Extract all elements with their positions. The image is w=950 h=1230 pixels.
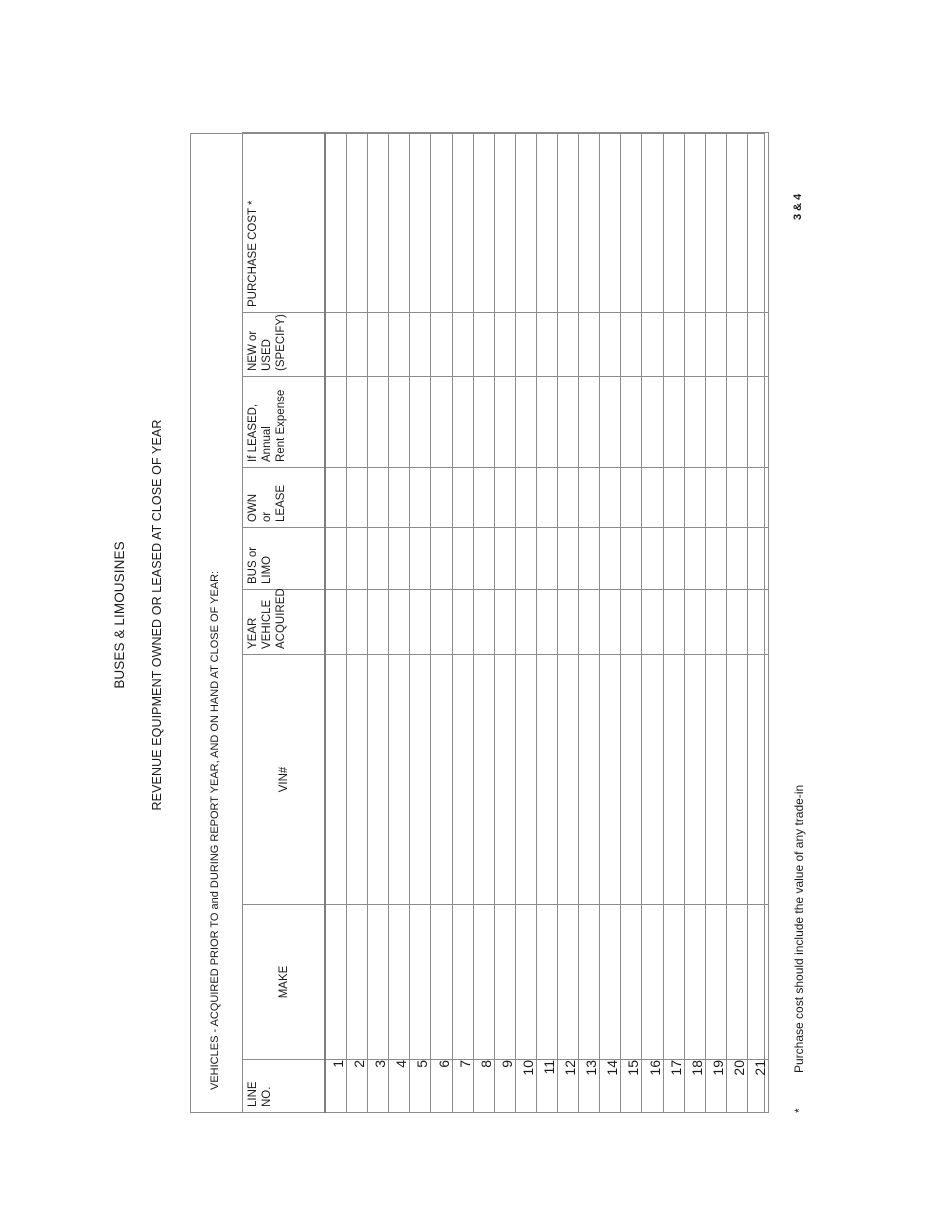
cell-annual-rent[interactable] <box>325 377 347 468</box>
cell-vin[interactable] <box>410 655 431 905</box>
cell-year-acquired[interactable] <box>663 590 684 655</box>
col-header-bus-or-limo <box>243 528 326 590</box>
cell-bus-or-limo[interactable] <box>621 528 642 590</box>
cell-year-acquired[interactable] <box>431 590 452 655</box>
cell-new-or-used[interactable] <box>642 313 663 377</box>
cell-annual-rent[interactable] <box>558 377 579 468</box>
header-text: If LEASED, <box>247 403 259 462</box>
table-row <box>663 133 684 1113</box>
cell-make[interactable] <box>515 905 536 1060</box>
cell-year-acquired[interactable] <box>452 590 473 655</box>
cell-purchase-cost[interactable] <box>368 133 389 313</box>
cell-bus-or-limo[interactable] <box>325 528 347 590</box>
line-number-cell: 5 <box>410 1060 431 1113</box>
cell-annual-rent[interactable] <box>621 377 642 468</box>
cell-year-acquired[interactable] <box>536 590 557 655</box>
cell-purchase-cost[interactable] <box>325 133 347 313</box>
cell-vin[interactable] <box>452 655 473 905</box>
line-number-cell: 16 <box>642 1060 663 1113</box>
cell-vin[interactable] <box>368 655 389 905</box>
cell-make[interactable] <box>747 905 768 1060</box>
cell-annual-rent[interactable] <box>368 377 389 468</box>
line-number-cell: 18 <box>684 1060 705 1113</box>
cell-annual-rent[interactable] <box>389 377 410 468</box>
cell-make[interactable] <box>452 905 473 1060</box>
table-row <box>389 133 410 1113</box>
line-number-cell: 10 <box>515 1060 536 1113</box>
cell-own-or-lease[interactable] <box>325 468 347 528</box>
cell-purchase-cost[interactable] <box>705 133 726 313</box>
cell-own-or-lease[interactable] <box>347 468 368 528</box>
line-number-cell: 7 <box>452 1060 473 1113</box>
cell-new-or-used[interactable] <box>410 313 431 377</box>
cell-make[interactable] <box>536 905 557 1060</box>
header-text: LINE <box>247 1081 259 1107</box>
cell-new-or-used[interactable] <box>325 313 347 377</box>
cell-new-or-used[interactable] <box>705 313 726 377</box>
header-text: LIMO <box>261 555 273 584</box>
cell-make[interactable] <box>600 905 621 1060</box>
header-text: VEHICLE <box>261 599 273 649</box>
cell-purchase-cost[interactable] <box>389 133 410 313</box>
cell-bus-or-limo[interactable] <box>600 528 621 590</box>
cell-purchase-cost[interactable] <box>452 133 473 313</box>
cell-year-acquired[interactable] <box>347 590 368 655</box>
cell-purchase-cost[interactable] <box>515 133 536 313</box>
cell-annual-rent[interactable] <box>347 377 368 468</box>
cell-bus-or-limo[interactable] <box>684 528 705 590</box>
cell-vin[interactable] <box>747 655 768 905</box>
cell-vin[interactable] <box>431 655 452 905</box>
header-text: YEAR <box>247 617 259 649</box>
cell-own-or-lease[interactable] <box>747 468 768 528</box>
cell-purchase-cost[interactable] <box>663 133 684 313</box>
col-header-line-no <box>243 1060 326 1113</box>
cell-make[interactable] <box>473 905 494 1060</box>
form-title: BUSES & LIMOUSINES <box>112 541 127 689</box>
cell-new-or-used[interactable] <box>347 313 368 377</box>
cell-year-acquired[interactable] <box>600 590 621 655</box>
line-number-cell: 14 <box>600 1060 621 1113</box>
footnote-text: Purchase cost should include the value of any trade-in <box>792 784 806 1073</box>
header-text: MAKE <box>277 965 290 999</box>
cell-own-or-lease[interactable] <box>621 468 642 528</box>
table-row <box>579 133 600 1113</box>
cell-year-acquired[interactable] <box>705 590 726 655</box>
header-text: PURCHASE COST * <box>247 200 259 307</box>
cell-new-or-used[interactable] <box>389 313 410 377</box>
table-row <box>431 133 452 1113</box>
cell-bus-or-limo[interactable] <box>726 528 747 590</box>
cell-bus-or-limo[interactable] <box>747 528 768 590</box>
line-number-cell: 20 <box>726 1060 747 1113</box>
cell-new-or-used[interactable] <box>663 313 684 377</box>
cell-bus-or-limo[interactable] <box>536 528 557 590</box>
cell-purchase-cost[interactable] <box>621 133 642 313</box>
cell-new-or-used[interactable] <box>558 313 579 377</box>
cell-make[interactable] <box>663 905 684 1060</box>
cell-purchase-cost[interactable] <box>473 133 494 313</box>
cell-new-or-used[interactable] <box>747 313 768 377</box>
cell-vin[interactable] <box>347 655 368 905</box>
cell-new-or-used[interactable] <box>431 313 452 377</box>
header-text: OWN <box>247 493 259 522</box>
cell-annual-rent[interactable] <box>642 377 663 468</box>
cell-vin[interactable] <box>473 655 494 905</box>
table-row <box>642 133 663 1113</box>
cell-bus-or-limo[interactable] <box>663 528 684 590</box>
table-row <box>684 133 705 1113</box>
cell-new-or-used[interactable] <box>726 313 747 377</box>
cell-year-acquired[interactable] <box>579 590 600 655</box>
cell-vin[interactable] <box>600 655 621 905</box>
col-header-purchase-cost <box>243 133 326 313</box>
line-number-cell: 19 <box>705 1060 726 1113</box>
cell-purchase-cost[interactable] <box>536 133 557 313</box>
cell-vin[interactable] <box>726 655 747 905</box>
table-row <box>452 133 473 1113</box>
cell-bus-or-limo[interactable] <box>558 528 579 590</box>
cell-purchase-cost[interactable] <box>347 133 368 313</box>
cell-annual-rent[interactable] <box>515 377 536 468</box>
cell-year-acquired[interactable] <box>494 590 515 655</box>
line-number-cell: 2 <box>347 1060 368 1113</box>
line-number-cell: 4 <box>389 1060 410 1113</box>
cell-new-or-used[interactable] <box>600 313 621 377</box>
table-row <box>600 133 621 1113</box>
cell-vin[interactable] <box>705 655 726 905</box>
table-row <box>494 133 515 1113</box>
cell-bus-or-limo[interactable] <box>642 528 663 590</box>
header-text: or <box>261 511 273 522</box>
cell-bus-or-limo[interactable] <box>368 528 389 590</box>
cell-new-or-used[interactable] <box>452 313 473 377</box>
cell-bus-or-limo[interactable] <box>410 528 431 590</box>
table-row <box>621 133 642 1113</box>
cell-new-or-used[interactable] <box>579 313 600 377</box>
cell-bus-or-limo[interactable] <box>347 528 368 590</box>
cell-annual-rent[interactable] <box>579 377 600 468</box>
table-header-row <box>243 133 326 1113</box>
cell-annual-rent[interactable] <box>663 377 684 468</box>
header-text: NO. <box>261 1086 273 1107</box>
cell-bus-or-limo[interactable] <box>705 528 726 590</box>
table-row <box>558 133 579 1113</box>
line-number-cell: 9 <box>494 1060 515 1113</box>
cell-own-or-lease[interactable] <box>663 468 684 528</box>
table-row <box>726 133 747 1113</box>
table-row <box>515 133 536 1113</box>
cell-year-acquired[interactable] <box>558 590 579 655</box>
col-header-make <box>243 905 326 1060</box>
table-row <box>747 133 768 1113</box>
cell-bus-or-limo[interactable] <box>452 528 473 590</box>
cell-annual-rent[interactable] <box>452 377 473 468</box>
cell-make[interactable] <box>431 905 452 1060</box>
cell-make[interactable] <box>579 905 600 1060</box>
header-text: BUS or <box>247 546 259 584</box>
cell-new-or-used[interactable] <box>368 313 389 377</box>
cell-bus-or-limo[interactable] <box>431 528 452 590</box>
cell-own-or-lease[interactable] <box>558 468 579 528</box>
cell-own-or-lease[interactable] <box>705 468 726 528</box>
line-number-cell: 21 <box>747 1060 768 1113</box>
cell-purchase-cost[interactable] <box>747 133 768 313</box>
cell-annual-rent[interactable] <box>747 377 768 468</box>
header-text: Rent Expense <box>275 389 287 462</box>
page-number: 3 & 4 <box>792 193 804 220</box>
cell-vin[interactable] <box>558 655 579 905</box>
cell-annual-rent[interactable] <box>705 377 726 468</box>
cell-year-acquired[interactable] <box>621 590 642 655</box>
cell-vin[interactable] <box>684 655 705 905</box>
cell-vin[interactable] <box>494 655 515 905</box>
vehicle-table <box>242 132 769 1113</box>
cell-vin[interactable] <box>325 655 347 905</box>
col-header-year-acquired <box>243 590 326 655</box>
header-text: (SPECIFY) <box>275 314 287 371</box>
cell-annual-rent[interactable] <box>473 377 494 468</box>
table-row <box>705 133 726 1113</box>
cell-year-acquired[interactable] <box>325 590 347 655</box>
cell-purchase-cost[interactable] <box>726 133 747 313</box>
cell-own-or-lease[interactable] <box>389 468 410 528</box>
cell-year-acquired[interactable] <box>473 590 494 655</box>
line-number-cell: 12 <box>558 1060 579 1113</box>
cell-bus-or-limo[interactable] <box>473 528 494 590</box>
cell-purchase-cost[interactable] <box>600 133 621 313</box>
header-text: Annual <box>261 426 273 462</box>
line-number-cell: 8 <box>473 1060 494 1113</box>
cell-vin[interactable] <box>621 655 642 905</box>
cell-year-acquired[interactable] <box>642 590 663 655</box>
cell-purchase-cost[interactable] <box>410 133 431 313</box>
col-header-annual-rent <box>243 377 326 468</box>
cell-make[interactable] <box>684 905 705 1060</box>
cell-vin[interactable] <box>515 655 536 905</box>
form-subtitle: REVENUE EQUIPMENT OWNED OR LEASED AT CLOSE OF YEAR <box>150 419 164 811</box>
cell-purchase-cost[interactable] <box>642 133 663 313</box>
cell-new-or-used[interactable] <box>515 313 536 377</box>
cell-bus-or-limo[interactable] <box>579 528 600 590</box>
cell-new-or-used[interactable] <box>536 313 557 377</box>
cell-year-acquired[interactable] <box>368 590 389 655</box>
cell-make[interactable] <box>389 905 410 1060</box>
cell-year-acquired[interactable] <box>684 590 705 655</box>
cell-make[interactable] <box>325 905 347 1060</box>
cell-bus-or-limo[interactable] <box>494 528 515 590</box>
cell-annual-rent[interactable] <box>600 377 621 468</box>
header-text: USED <box>261 339 273 371</box>
cell-annual-rent[interactable] <box>726 377 747 468</box>
line-number-cell: 1 <box>325 1060 347 1113</box>
table-row <box>473 133 494 1113</box>
cell-make[interactable] <box>642 905 663 1060</box>
cell-make[interactable] <box>558 905 579 1060</box>
cell-year-acquired[interactable] <box>726 590 747 655</box>
cell-new-or-used[interactable] <box>621 313 642 377</box>
cell-make[interactable] <box>705 905 726 1060</box>
cell-own-or-lease[interactable] <box>726 468 747 528</box>
cell-own-or-lease[interactable] <box>368 468 389 528</box>
cell-year-acquired[interactable] <box>515 590 536 655</box>
cell-purchase-cost[interactable] <box>494 133 515 313</box>
cell-purchase-cost[interactable] <box>684 133 705 313</box>
cell-year-acquired[interactable] <box>410 590 431 655</box>
cell-purchase-cost[interactable] <box>579 133 600 313</box>
cell-own-or-lease[interactable] <box>684 468 705 528</box>
cell-vin[interactable] <box>579 655 600 905</box>
cell-new-or-used[interactable] <box>684 313 705 377</box>
cell-own-or-lease[interactable] <box>642 468 663 528</box>
table-row <box>347 133 368 1113</box>
cell-own-or-lease[interactable] <box>494 468 515 528</box>
cell-make[interactable] <box>368 905 389 1060</box>
cell-new-or-used[interactable] <box>494 313 515 377</box>
footnote-marker: * <box>792 1108 806 1113</box>
col-header-new-or-used <box>243 313 326 377</box>
cell-own-or-lease[interactable] <box>431 468 452 528</box>
cell-own-or-lease[interactable] <box>515 468 536 528</box>
cell-make[interactable] <box>494 905 515 1060</box>
cell-make[interactable] <box>726 905 747 1060</box>
line-number-cell: 11 <box>536 1060 557 1113</box>
header-text: NEW or <box>247 330 259 371</box>
cell-make[interactable] <box>621 905 642 1060</box>
footnote <box>792 785 806 1113</box>
cell-year-acquired[interactable] <box>747 590 768 655</box>
cell-vin[interactable] <box>663 655 684 905</box>
line-number-cell: 15 <box>621 1060 642 1113</box>
cell-annual-rent[interactable] <box>684 377 705 468</box>
cell-vin[interactable] <box>642 655 663 905</box>
cell-annual-rent[interactable] <box>536 377 557 468</box>
cell-make[interactable] <box>347 905 368 1060</box>
cell-own-or-lease[interactable] <box>536 468 557 528</box>
line-number-cell: 6 <box>431 1060 452 1113</box>
table-row <box>536 133 557 1113</box>
cell-vin[interactable] <box>389 655 410 905</box>
cell-own-or-lease[interactable] <box>410 468 431 528</box>
cell-make[interactable] <box>410 905 431 1060</box>
cell-bus-or-limo[interactable] <box>515 528 536 590</box>
cell-own-or-lease[interactable] <box>579 468 600 528</box>
cell-new-or-used[interactable] <box>473 313 494 377</box>
section-heading: VEHICLES - ACQUIRED PRIOR TO and DURING REPORT YEAR, AND ON HAND AT CLOSE OF YEAR: <box>209 570 221 1090</box>
cell-year-acquired[interactable] <box>389 590 410 655</box>
line-number-cell: 17 <box>663 1060 684 1113</box>
header-text: VIN# <box>277 766 290 793</box>
cell-bus-or-limo[interactable] <box>389 528 410 590</box>
line-number-cell: 3 <box>368 1060 389 1113</box>
table-row <box>410 133 431 1113</box>
cell-own-or-lease[interactable] <box>473 468 494 528</box>
table-row <box>368 133 389 1113</box>
header-text: LEASE <box>275 484 287 522</box>
col-header-vin <box>243 655 326 905</box>
line-number-cell: 13 <box>579 1060 600 1113</box>
cell-annual-rent[interactable] <box>410 377 431 468</box>
cell-purchase-cost[interactable] <box>558 133 579 313</box>
col-header-own-or-lease <box>243 468 326 528</box>
cell-own-or-lease[interactable] <box>600 468 621 528</box>
cell-own-or-lease[interactable] <box>452 468 473 528</box>
table-row <box>325 133 347 1113</box>
cell-vin[interactable] <box>536 655 557 905</box>
cell-annual-rent[interactable] <box>494 377 515 468</box>
header-text: ACQUIRED <box>275 588 287 649</box>
cell-annual-rent[interactable] <box>431 377 452 468</box>
cell-purchase-cost[interactable] <box>431 133 452 313</box>
